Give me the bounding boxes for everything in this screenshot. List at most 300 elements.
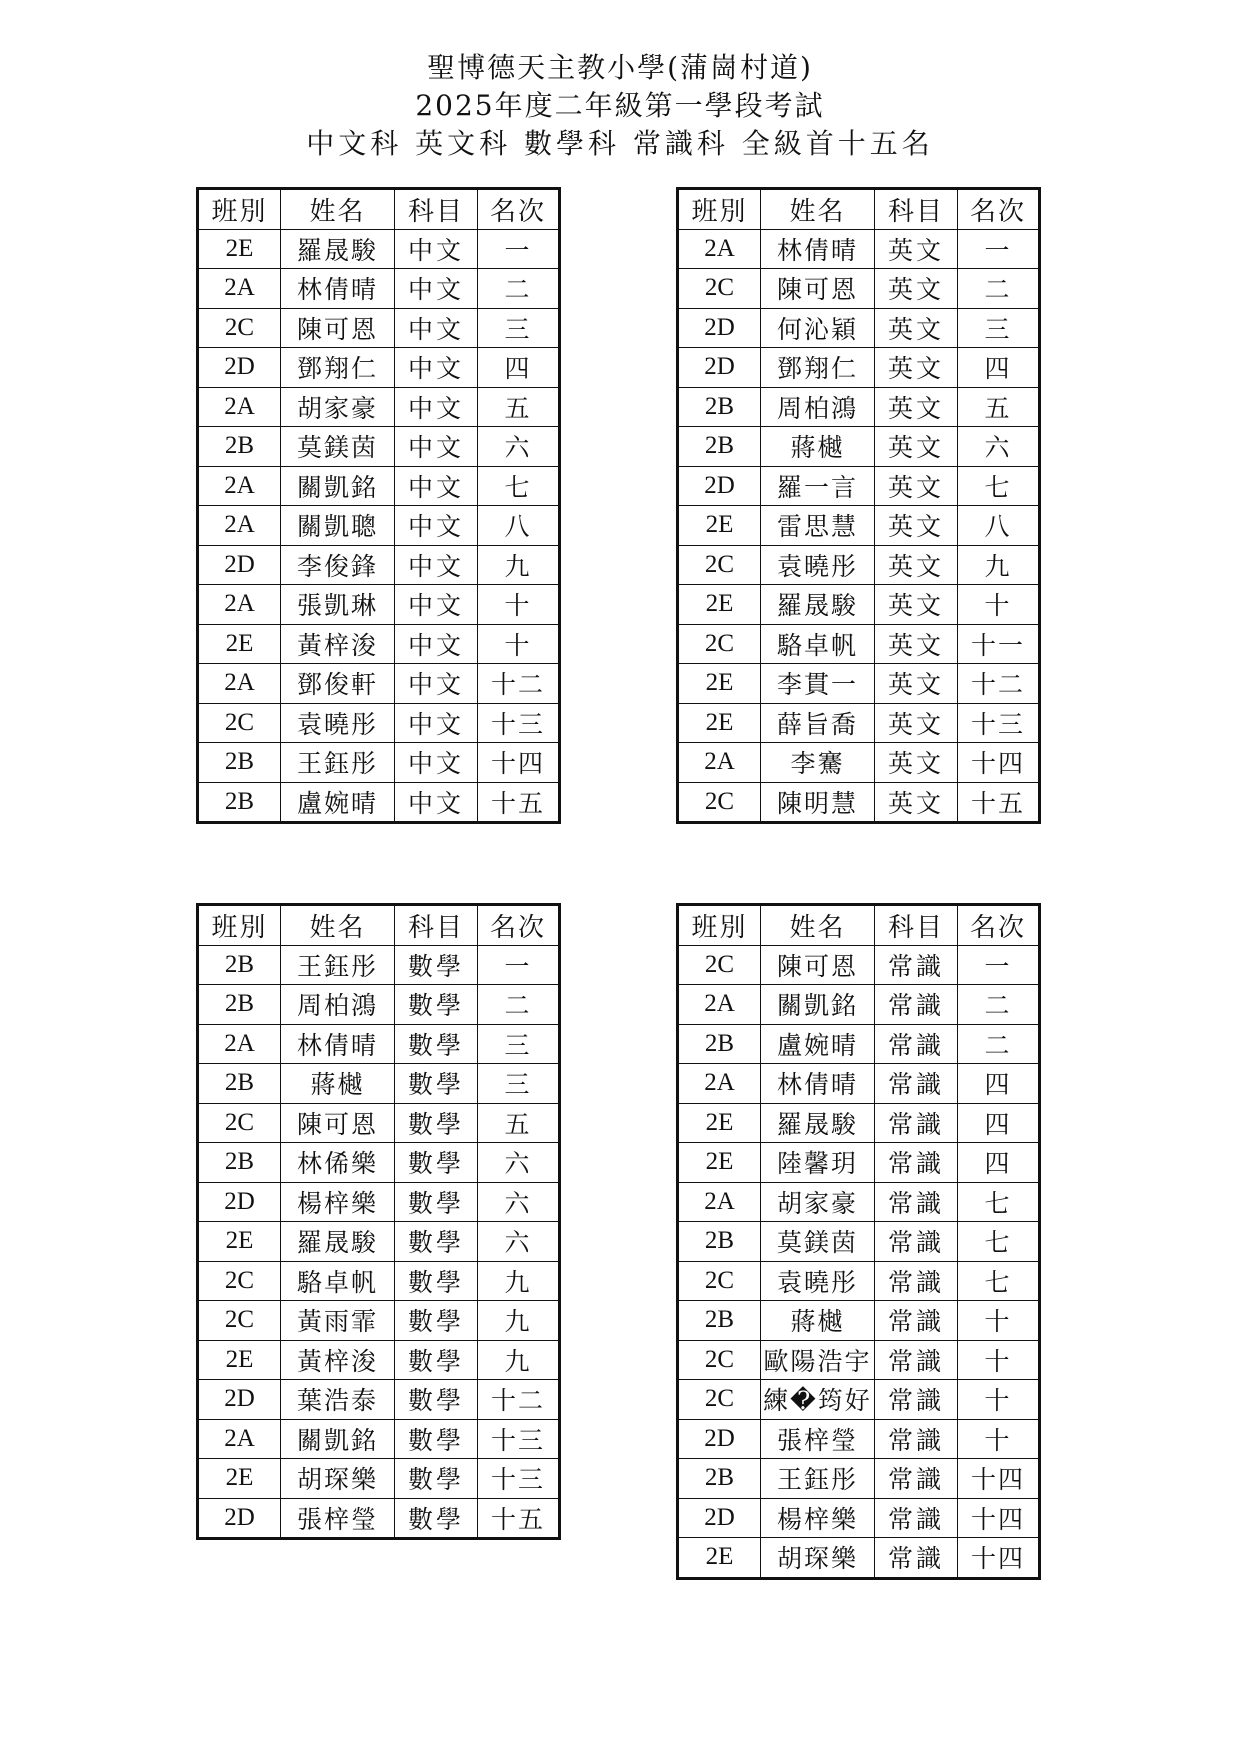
table-row (678, 664, 1040, 704)
student-name-cell: 關凱銘 (761, 985, 875, 1025)
student-name-cell: 蔣樾 (761, 1301, 875, 1341)
table-row (198, 703, 560, 743)
student-name-cell: 蔣樾 (761, 427, 875, 467)
rank-cell: 三 (478, 308, 560, 348)
rank-cell: 六 (478, 1222, 560, 1262)
student-name-cell: 李騫 (761, 743, 875, 783)
table-row (198, 624, 560, 664)
student-name-cell: 李俊鋒 (281, 545, 395, 585)
header-name: 姓名 (761, 189, 875, 230)
subject-cell: 常識 (875, 1301, 958, 1341)
class-cell: 2C (198, 1261, 281, 1301)
subject-cell: 常識 (875, 945, 958, 985)
class-cell: 2D (198, 1380, 281, 1420)
student-name-cell: 楊梓樂 (761, 1498, 875, 1538)
subject-cell: 中文 (395, 466, 478, 506)
table-row (678, 1182, 1040, 1222)
subject-cell: 數學 (395, 1182, 478, 1222)
table-row (198, 466, 560, 506)
rank-cell: 九 (958, 545, 1040, 585)
class-cell: 2E (198, 1222, 281, 1262)
table-row (678, 1301, 1040, 1341)
table-header-row (198, 189, 560, 230)
table-row (198, 1419, 560, 1459)
table-row (198, 1064, 560, 1104)
class-cell: 2C (198, 703, 281, 743)
table-row (678, 1064, 1040, 1104)
subject-cell: 英文 (875, 703, 958, 743)
subject-cell: 英文 (875, 506, 958, 546)
student-name-cell: 黃梓浚 (281, 1340, 395, 1380)
student-name-cell: 莫鎂茵 (281, 427, 395, 467)
rank-cell: 九 (478, 1301, 560, 1341)
header-class: 班別 (198, 189, 281, 230)
rank-cell: 十 (478, 585, 560, 625)
rank-cell: 四 (958, 1064, 1040, 1104)
header-name: 姓名 (281, 905, 395, 946)
header-rank: 名次 (478, 189, 560, 230)
student-name-cell: 葉浩泰 (281, 1380, 395, 1420)
student-name-cell: 駱卓帆 (761, 624, 875, 664)
table-row (198, 1261, 560, 1301)
student-name-cell: 袁曉彤 (281, 703, 395, 743)
english-ranking-table (676, 187, 1041, 824)
subject-cell: 常識 (875, 1064, 958, 1104)
table-row (678, 1024, 1040, 1064)
table-row (198, 664, 560, 704)
table-row (678, 1340, 1040, 1380)
class-cell: 2C (678, 624, 761, 664)
subject-cell: 中文 (395, 545, 478, 585)
subject-cell: 中文 (395, 664, 478, 704)
subject-cell: 英文 (875, 545, 958, 585)
rank-cell: 五 (478, 1103, 560, 1143)
subject-cell: 英文 (875, 387, 958, 427)
subject-cell: 英文 (875, 743, 958, 783)
class-cell: 2A (198, 664, 281, 704)
rank-cell: 六 (478, 1182, 560, 1222)
class-cell: 2D (678, 1498, 761, 1538)
table-row (198, 387, 560, 427)
class-cell: 2C (678, 269, 761, 309)
table-row (678, 545, 1040, 585)
table-row (678, 585, 1040, 625)
rank-cell: 十二 (478, 1380, 560, 1420)
subject-cell: 數學 (395, 1498, 478, 1539)
class-cell: 2E (678, 506, 761, 546)
table-row (198, 1103, 560, 1143)
class-cell: 2C (678, 782, 761, 823)
student-name-cell: 張梓瑩 (761, 1419, 875, 1459)
student-name-cell: 陳可恩 (761, 269, 875, 309)
rank-cell: 十四 (958, 743, 1040, 783)
student-name-cell: 關凱銘 (281, 466, 395, 506)
table-row (198, 985, 560, 1025)
class-cell: 2A (198, 585, 281, 625)
rank-cell: 十 (958, 1380, 1040, 1420)
class-cell: 2D (198, 545, 281, 585)
class-cell: 2E (678, 1538, 761, 1579)
table-header-row (198, 905, 560, 946)
subject-cell: 數學 (395, 1340, 478, 1380)
rank-cell: 七 (958, 1222, 1040, 1262)
rank-cell: 一 (958, 945, 1040, 985)
rank-cell: 七 (958, 466, 1040, 506)
rank-cell: 二 (958, 1024, 1040, 1064)
rank-cell: 十三 (478, 1419, 560, 1459)
subjects-subtitle: 中文科 英文科 數學科 常識科 全級首十五名 (306, 127, 934, 160)
student-name-cell: 陳可恩 (281, 1103, 395, 1143)
subject-cell: 常識 (875, 1222, 958, 1262)
class-cell: 2B (198, 743, 281, 783)
table-row (198, 1182, 560, 1222)
class-cell: 2C (678, 545, 761, 585)
rank-cell: 十五 (958, 782, 1040, 823)
subject-cell: 常識 (875, 1024, 958, 1064)
class-cell: 2C (198, 1103, 281, 1143)
student-name-cell: 林倩晴 (761, 229, 875, 269)
rank-cell: 十一 (958, 624, 1040, 664)
subject-cell: 中文 (395, 269, 478, 309)
subject-cell: 中文 (395, 506, 478, 546)
subject-cell: 中文 (395, 703, 478, 743)
class-cell: 2A (678, 985, 761, 1025)
student-name-cell: 薛旨喬 (761, 703, 875, 743)
class-cell: 2E (678, 1143, 761, 1183)
table-row (678, 743, 1040, 783)
subject-cell: 英文 (875, 624, 958, 664)
header-class: 班別 (678, 189, 761, 230)
student-name-cell: 陳可恩 (761, 945, 875, 985)
class-cell: 2E (198, 624, 281, 664)
subject-cell: 常識 (875, 1261, 958, 1301)
rank-cell: 一 (958, 229, 1040, 269)
class-cell: 2E (678, 664, 761, 704)
rank-cell: 一 (478, 945, 560, 985)
rank-cell: 六 (958, 427, 1040, 467)
student-name-cell: 周柏鴻 (761, 387, 875, 427)
school-name: 聖博德天主教小學(蒲崗村道) (427, 51, 813, 84)
subject-cell: 常識 (875, 1498, 958, 1538)
table-row (198, 269, 560, 309)
rank-cell: 三 (478, 1064, 560, 1104)
student-name-cell: 張凱琳 (281, 585, 395, 625)
rank-cell: 四 (958, 1103, 1040, 1143)
student-name-cell: 林倩晴 (761, 1064, 875, 1104)
student-name-cell: 羅晟駿 (281, 229, 395, 269)
header-subject: 科目 (395, 905, 478, 946)
class-cell: 2B (678, 1222, 761, 1262)
rank-cell: 八 (478, 506, 560, 546)
rank-cell: 二 (958, 985, 1040, 1025)
rank-cell: 十 (478, 624, 560, 664)
class-cell: 2A (678, 229, 761, 269)
subject-cell: 數學 (395, 1143, 478, 1183)
rank-cell: 九 (478, 1340, 560, 1380)
subject-cell: 中文 (395, 348, 478, 388)
table-row (198, 1380, 560, 1420)
class-cell: 2D (198, 1182, 281, 1222)
class-cell: 2B (678, 1459, 761, 1499)
subject-cell: 英文 (875, 269, 958, 309)
table-row (198, 1222, 560, 1262)
table-row (198, 743, 560, 783)
rank-cell: 八 (958, 506, 1040, 546)
rank-cell: 十二 (958, 664, 1040, 704)
class-cell: 2E (198, 1459, 281, 1499)
subject-cell: 英文 (875, 585, 958, 625)
subject-cell: 數學 (395, 985, 478, 1025)
rank-cell: 二 (478, 985, 560, 1025)
student-name-cell: 陳明慧 (761, 782, 875, 823)
class-cell: 2A (198, 506, 281, 546)
student-name-cell: 袁曉彤 (761, 545, 875, 585)
subject-cell: 常識 (875, 1419, 958, 1459)
student-name-cell: 林倩晴 (281, 269, 395, 309)
chinese-ranking-table (196, 187, 561, 824)
subject-cell: 常識 (875, 1340, 958, 1380)
class-cell: 2C (678, 1340, 761, 1380)
student-name-cell: 關凱聰 (281, 506, 395, 546)
subject-cell: 中文 (395, 624, 478, 664)
table-row (198, 506, 560, 546)
subject-cell: 英文 (875, 466, 958, 506)
class-cell: 2B (198, 945, 281, 985)
subject-cell: 中文 (395, 308, 478, 348)
table-row (198, 229, 560, 269)
rank-cell: 十四 (958, 1459, 1040, 1499)
student-name-cell: 王鈺彤 (281, 945, 395, 985)
rank-cell: 十 (958, 1340, 1040, 1380)
student-name-cell: 袁曉彤 (761, 1261, 875, 1301)
rank-cell: 四 (958, 348, 1040, 388)
class-cell: 2D (678, 348, 761, 388)
rank-cell: 四 (478, 348, 560, 388)
header-name: 姓名 (281, 189, 395, 230)
subject-cell: 英文 (875, 308, 958, 348)
student-name-cell: 陳可恩 (281, 308, 395, 348)
rank-cell: 三 (478, 1024, 560, 1064)
class-cell: 2B (678, 387, 761, 427)
class-cell: 2E (198, 1340, 281, 1380)
subject-cell: 常識 (875, 1143, 958, 1183)
subject-cell: 常識 (875, 1380, 958, 1420)
student-name-cell: 王鈺彤 (281, 743, 395, 783)
rank-cell: 十五 (478, 782, 560, 823)
subject-cell: 英文 (875, 348, 958, 388)
subject-cell: 數學 (395, 1459, 478, 1499)
class-cell: 2D (678, 466, 761, 506)
class-cell: 2A (198, 1024, 281, 1064)
class-cell: 2A (198, 1419, 281, 1459)
student-name-cell: 林倩晴 (281, 1024, 395, 1064)
rank-cell: 十三 (478, 1459, 560, 1499)
table-row (678, 506, 1040, 546)
table-row (678, 1538, 1040, 1579)
class-cell: 2A (678, 1182, 761, 1222)
student-name-cell: 胡家豪 (281, 387, 395, 427)
table-row (678, 1380, 1040, 1420)
class-cell: 2D (678, 1419, 761, 1459)
student-name-cell: 盧婉晴 (761, 1024, 875, 1064)
table-row (198, 348, 560, 388)
header-subject: 科目 (875, 905, 958, 946)
header-name: 姓名 (761, 905, 875, 946)
subject-cell: 數學 (395, 1261, 478, 1301)
rank-cell: 十四 (958, 1498, 1040, 1538)
table-row (678, 427, 1040, 467)
class-cell: 2D (198, 1498, 281, 1539)
table-row (678, 1261, 1040, 1301)
table-row (678, 1498, 1040, 1538)
class-cell: 2A (198, 466, 281, 506)
rank-cell: 十三 (958, 703, 1040, 743)
rank-cell: 七 (958, 1182, 1040, 1222)
table-row (678, 945, 1040, 985)
header-subject: 科目 (395, 189, 478, 230)
class-cell: 2B (678, 1024, 761, 1064)
rank-cell: 十 (958, 585, 1040, 625)
student-name-cell: 駱卓帆 (281, 1261, 395, 1301)
rank-cell: 十四 (478, 743, 560, 783)
table-row (678, 1222, 1040, 1262)
student-name-cell: 楊梓樂 (281, 1182, 395, 1222)
student-name-cell: 蔣樾 (281, 1064, 395, 1104)
student-name-cell: 李貫一 (761, 664, 875, 704)
rank-cell: 十四 (958, 1538, 1040, 1579)
rank-cell: 十五 (478, 1498, 560, 1539)
subject-cell: 數學 (395, 1419, 478, 1459)
student-name-cell: 張梓瑩 (281, 1498, 395, 1539)
table-row (678, 229, 1040, 269)
rank-cell: 二 (958, 269, 1040, 309)
student-name-cell: 何沁穎 (761, 308, 875, 348)
subject-cell: 中文 (395, 229, 478, 269)
rank-cell: 九 (478, 545, 560, 585)
class-cell: 2B (198, 1143, 281, 1183)
class-cell: 2C (198, 1301, 281, 1341)
table-row (198, 1301, 560, 1341)
rank-cell: 五 (958, 387, 1040, 427)
table-row (678, 703, 1040, 743)
table-row (678, 308, 1040, 348)
table-row (678, 1103, 1040, 1143)
table-row (198, 308, 560, 348)
class-cell: 2C (678, 1380, 761, 1420)
student-name-cell: 歐陽浩宇 (761, 1340, 875, 1380)
class-cell: 2A (678, 1064, 761, 1104)
subject-cell: 常識 (875, 1182, 958, 1222)
class-cell: 2B (678, 427, 761, 467)
student-name-cell: 雷思慧 (761, 506, 875, 546)
subject-cell: 數學 (395, 945, 478, 985)
table-row (198, 1459, 560, 1499)
student-name-cell: 羅晟駿 (761, 1103, 875, 1143)
table-row (198, 1024, 560, 1064)
student-name-cell: 練�筠好 (761, 1380, 875, 1420)
class-cell: 2B (198, 782, 281, 823)
student-name-cell: 胡琛樂 (761, 1538, 875, 1579)
subject-cell: 數學 (395, 1024, 478, 1064)
class-cell: 2C (198, 308, 281, 348)
rank-cell: 十 (958, 1301, 1040, 1341)
subject-cell: 數學 (395, 1380, 478, 1420)
student-name-cell: 林俙樂 (281, 1143, 395, 1183)
student-name-cell: 胡家豪 (761, 1182, 875, 1222)
student-name-cell: 陸馨玥 (761, 1143, 875, 1183)
class-cell: 2C (678, 945, 761, 985)
class-cell: 2B (678, 1301, 761, 1341)
header-subject: 科目 (875, 189, 958, 230)
table-row (198, 1340, 560, 1380)
subject-cell: 中文 (395, 427, 478, 467)
rank-cell: 十二 (478, 664, 560, 704)
subject-cell: 英文 (875, 664, 958, 704)
class-cell: 2B (198, 427, 281, 467)
class-cell: 2E (678, 1103, 761, 1143)
class-cell: 2C (678, 1261, 761, 1301)
class-cell: 2E (678, 585, 761, 625)
rank-cell: 六 (478, 427, 560, 467)
header-class: 班別 (678, 905, 761, 946)
rank-cell: 十三 (478, 703, 560, 743)
table-row (678, 1143, 1040, 1183)
subject-cell: 中文 (395, 387, 478, 427)
class-cell: 2B (198, 1064, 281, 1104)
subject-cell: 英文 (875, 782, 958, 823)
student-name-cell: 羅晟駿 (281, 1222, 395, 1262)
table-row (678, 348, 1040, 388)
rank-cell: 二 (478, 269, 560, 309)
general-studies-ranking-table (676, 903, 1041, 1580)
table-row (678, 269, 1040, 309)
table-header-row (678, 189, 1040, 230)
table-row (198, 782, 560, 823)
student-name-cell: 王鈺彤 (761, 1459, 875, 1499)
table-row (198, 1498, 560, 1539)
header-rank: 名次 (958, 189, 1040, 230)
subject-cell: 中文 (395, 743, 478, 783)
subject-cell: 數學 (395, 1222, 478, 1262)
rank-cell: 七 (478, 466, 560, 506)
subject-cell: 常識 (875, 1538, 958, 1579)
class-cell: 2A (198, 269, 281, 309)
subject-cell: 英文 (875, 427, 958, 467)
rank-cell: 九 (478, 1261, 560, 1301)
header-class: 班別 (198, 905, 281, 946)
table-row (198, 1143, 560, 1183)
student-name-cell: 盧婉晴 (281, 782, 395, 823)
student-name-cell: 羅晟駿 (761, 585, 875, 625)
class-cell: 2D (678, 308, 761, 348)
table-row (198, 545, 560, 585)
subject-cell: 中文 (395, 585, 478, 625)
table-row (678, 466, 1040, 506)
class-cell: 2A (198, 387, 281, 427)
subject-cell: 數學 (395, 1103, 478, 1143)
student-name-cell: 黃梓浚 (281, 624, 395, 664)
student-name-cell: 莫鎂茵 (761, 1222, 875, 1262)
subject-cell: 英文 (875, 229, 958, 269)
subject-cell: 中文 (395, 782, 478, 823)
header-rank: 名次 (958, 905, 1040, 946)
rank-cell: 五 (478, 387, 560, 427)
table-row (198, 585, 560, 625)
class-cell: 2B (198, 985, 281, 1025)
rank-cell: 七 (958, 1261, 1040, 1301)
rank-cell: 三 (958, 308, 1040, 348)
table-row (198, 427, 560, 467)
